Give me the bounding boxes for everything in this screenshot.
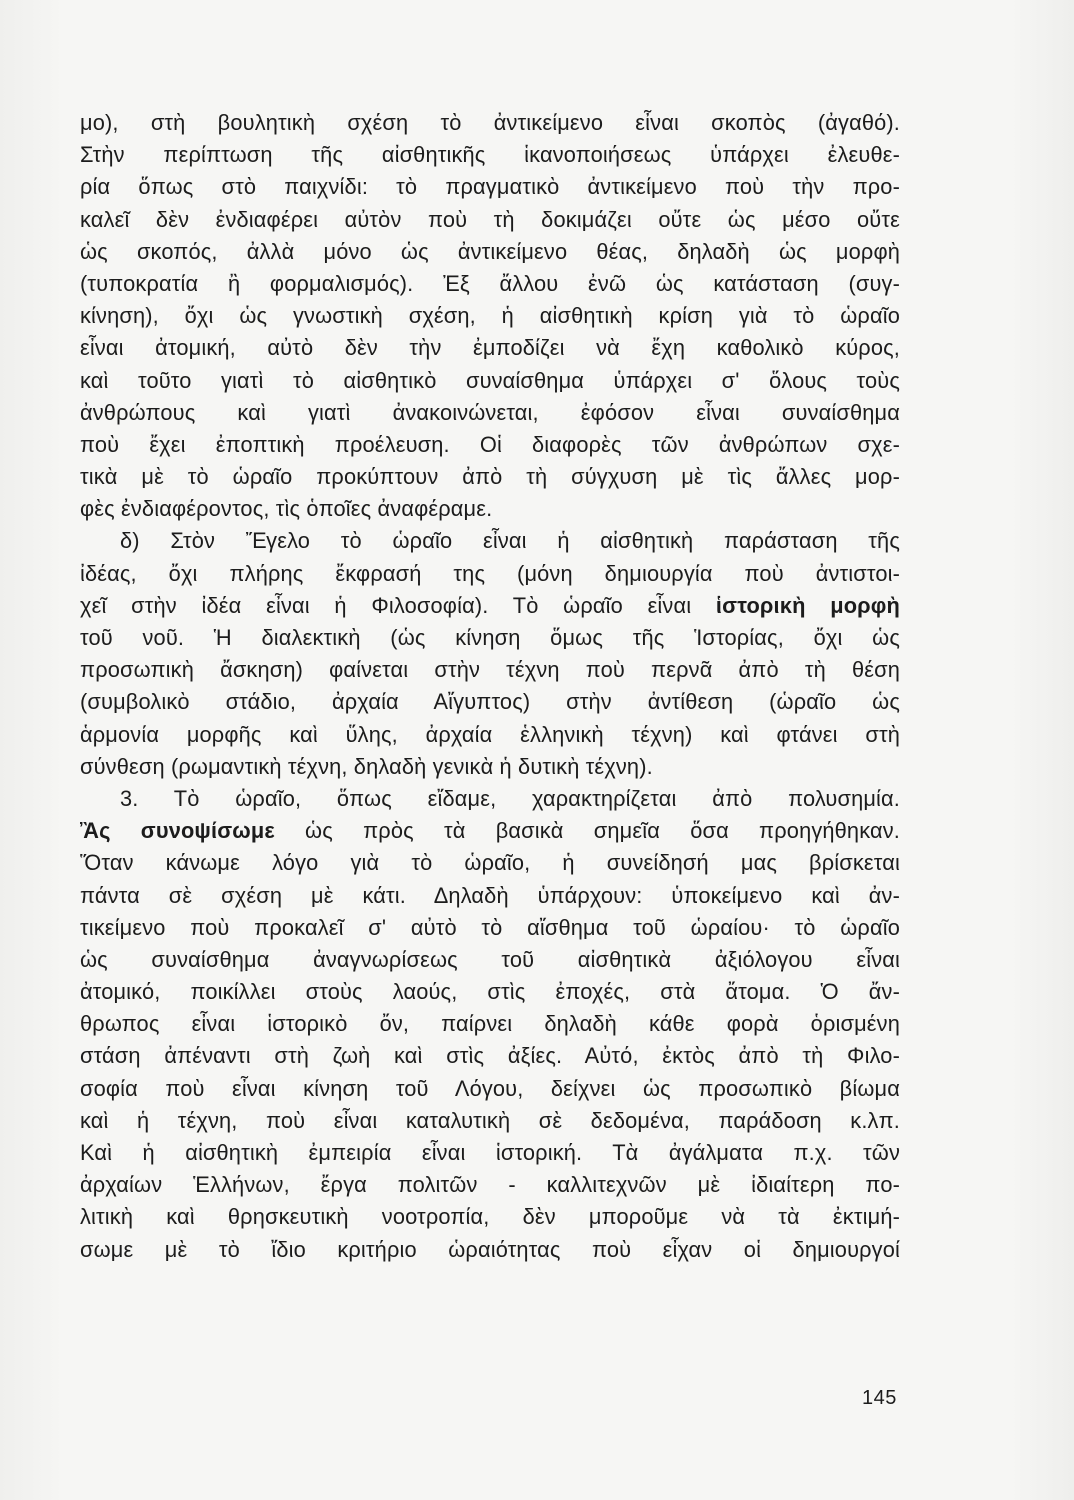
line-text: ἁρμονία μορφῆς καὶ ὕλης, ἀρχαία ἑλληνικὴ τέχνη) καὶ φτάνει στὴ — [80, 721, 900, 747]
text-line — [80, 300, 900, 332]
line-text: ὡς πρὸς τὰ βασικὰ σημεῖα ὅσα προηγήθηκαν. — [274, 818, 900, 844]
text-line — [80, 1105, 900, 1137]
text-line — [80, 686, 900, 718]
text-line — [80, 1137, 900, 1169]
line-text: 3. Τὸ ὡραῖο, ὅπως εἴδαμε, χαρακτηρίζεται ἀπὸ πολυσημία. — [120, 785, 900, 811]
text-line — [80, 1073, 900, 1105]
text-line — [80, 976, 900, 1008]
text-line — [80, 332, 900, 364]
line-text: ἀνθρώπους καὶ γιατὶ ἀνακοινώνεται, ἐφόσον εἶναι συναίσθημα — [80, 399, 900, 425]
page-number: 145 — [862, 1387, 897, 1409]
line-text: προσωπικὴ ἄσκηση) φαίνεται στὴν τέχνη ποὺ περνᾶ ἀπὸ τὴ θέση — [80, 657, 900, 683]
line-text: ἀτομικό, ποικίλλει στοὺς λαούς, στὶς ἐποχές, στὰ ἄτομα. Ὁ ἄν- — [80, 979, 900, 1005]
text-line — [80, 590, 900, 622]
text-line — [80, 268, 900, 300]
line-text: στάση ἀπέναντι στὴ ζωὴ καὶ στὶς ἀξίες. Αὐτό, ἐκτὸς ἀπὸ τὴ Φιλο- — [80, 1043, 900, 1069]
line-text: δ) Στὸν Ἔγελο τὸ ὡραῖο εἶναι ἡ αἰσθητικὴ παράσταση τῆς — [120, 528, 900, 554]
text-line — [80, 622, 900, 654]
line-text: φὲς ἐνδιαφέροντος, τὶς ὁποῖες ἀναφέραμε. — [80, 496, 493, 522]
text-line — [80, 525, 900, 557]
text-line — [80, 815, 900, 847]
emphasized-text: Ἂς συνοψίσωμε — [80, 818, 275, 844]
text-line — [80, 204, 900, 236]
text-line — [80, 1169, 900, 1201]
line-text: σωμε μὲ τὸ ἴδιο κριτήριο ὡραιότητας ποὺ εἶχαν οἱ δημιουργοί — [80, 1236, 900, 1262]
text-line — [80, 397, 900, 429]
text-line — [80, 783, 900, 815]
line-text: Ὅταν κάνωμε λόγο γιὰ τὸ ὡραῖο, ἡ συνείδησή μας βρίσκεται — [80, 850, 900, 876]
text-line — [80, 944, 900, 976]
line-text: πάντα σὲ σχέση μὲ κάτι. Δηλαδὴ ὑπάρχουν: ὑποκείμενο καὶ ἀν- — [80, 882, 900, 908]
line-text: ἀρχαίων Ἑλλήνων, ἔργα πολιτῶν - καλλιτεχνῶν μὲ ἰδιαίτερη πο- — [80, 1172, 900, 1198]
line-text: ἰδέας, ὄχι πλήρης ἔκφρασή της (μόνη δημιουργία ποὺ ἀντιστοι- — [80, 560, 900, 586]
text-line — [80, 1234, 900, 1266]
text-line — [80, 912, 900, 944]
line-text: (συμβολικὸ στάδιο, ἀρχαία Αἴγυπτος) στὴν ἀντίθεση (ὡραῖο ὡς — [80, 689, 900, 715]
line-text: τικείμενο ποὺ προκαλεῖ σ' αὐτὸ τὸ αἴσθημα τοῦ ὡραίου· τὸ ὡραῖο — [80, 914, 900, 940]
line-text: καὶ τοῦτο γιατὶ τὸ αἰσθητικὸ συναίσθημα ὑπάρχει σ' ὅλους τοὺς — [80, 367, 900, 393]
text-line — [80, 461, 900, 493]
line-text: θρωπος εἶναι ἱστορικὸ ὄν, παίρνει δηλαδὴ κάθε φορὰ ὁρισμένη — [80, 1011, 900, 1037]
line-text: κίνηση), ὄχι ὡς γνωστικὴ σχέση, ἡ αἰσθητικὴ κρίση γιὰ τὸ ὡραῖο — [80, 303, 900, 329]
text-line — [80, 847, 900, 879]
text-line — [80, 751, 900, 783]
text-line — [80, 236, 900, 268]
text-line — [80, 1201, 900, 1233]
line-text: ποὺ ἔχει ἐποπτικὴ προέλευση. Οἱ διαφορὲς τῶν ἀνθρώπων σχε- — [80, 431, 900, 457]
line-text: σοφία ποὺ εἶναι κίνηση τοῦ Λόγου, δείχνει ὡς προσωπικὸ βίωμα — [80, 1075, 900, 1101]
line-text: λιτικὴ καὶ θρησκευτικὴ νοοτροπία, δὲν μποροῦμε νὰ τὰ ἐκτιμή- — [80, 1204, 900, 1230]
text-line — [80, 1008, 900, 1040]
line-text: Στὴν περίπτωση τῆς αἰσθητικῆς ἱκανοποιήσεως ὑπάρχει ἐλευθε- — [80, 142, 900, 168]
line-text: Καὶ ἡ αἰσθητικὴ ἐμπειρία εἶναι ἱστορική. Τὰ ἀγάλματα π.χ. τῶν — [80, 1140, 900, 1165]
text-line — [80, 880, 900, 912]
text-line — [80, 558, 900, 590]
text-line — [80, 107, 900, 139]
text-line — [80, 429, 900, 461]
text-line — [80, 171, 900, 203]
line-text: καλεῖ δὲν ἐνδιαφέρει αὐτὸν ποὺ τὴ δοκιμάζει οὔτε ὡς μέσο οὔτε — [80, 206, 900, 232]
line-text: ὡς σκοπός, ἀλλὰ μόνο ὡς ἀντικείμενο θέας, δηλαδὴ ὡς μορφὴ — [80, 238, 900, 264]
line-text: χεῖ στὴν ἰδέα εἶναι ἡ Φιλοσοφία). Τὸ ὡραῖο εἶναι — [80, 592, 716, 618]
line-text: σύνθεση (ρωμαντικὴ τέχνη, δηλαδὴ γενικὰ ἡ δυτικὴ τέχνη). — [80, 753, 653, 779]
line-text: ὡς συναίσθημα ἀναγνωρίσεως τοῦ αἰσθητικὰ ἀξιόλογου εἶναι — [80, 946, 900, 972]
text-line — [80, 654, 900, 686]
line-text: καὶ ἡ τέχνη, ποὺ εἶναι καταλυτικὴ σὲ δεδομένα, παράδοση κ.λπ. — [80, 1107, 900, 1133]
line-text: (τυποκρατία ἢ φορμαλισμός). Ἐξ ἄλλου ἐνῶ ὡς κατάσταση (συγ- — [80, 270, 900, 296]
line-text: τικὰ μὲ τὸ ὡραῖο προκύπτουν ἀπὸ τὴ σύγχυση μὲ τὶς ἄλλες μορ- — [80, 464, 900, 490]
text-line — [80, 493, 900, 525]
line-text: τοῦ νοῦ. Ἡ διαλεκτικὴ (ὡς κίνηση ὅμως τῆς Ἱστορίας, ὄχι ὡς — [80, 625, 900, 650]
emphasized-text: ἱστορικὴ μορφὴ — [715, 592, 901, 618]
line-text: μο), στὴ βουλητικὴ σχέση τὸ ἀντικείμενο εἶναι σκοπὸς (ἀγαθό). — [80, 110, 900, 135]
line-text: ρία ὅπως στὸ παιχνίδι: τὸ πραγματικὸ ἀντικείμενο ποὺ τὴν προ- — [80, 174, 900, 200]
text-line — [80, 719, 900, 751]
line-text: εἶναι ἀτομική, αὐτὸ δὲν τὴν ἐμποδίζει νὰ ἔχη καθολικὸ κύρος, — [80, 335, 900, 361]
text-line — [80, 1040, 900, 1072]
text-line — [80, 139, 900, 171]
body-text — [80, 107, 900, 1266]
text-line — [80, 365, 900, 397]
